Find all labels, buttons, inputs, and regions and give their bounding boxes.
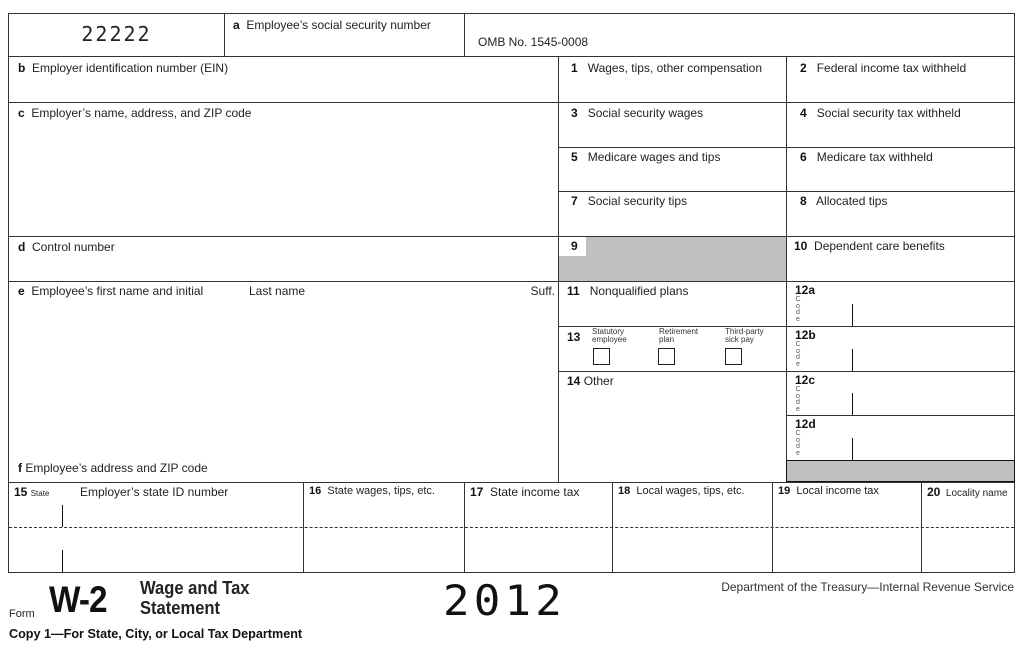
- box-5: [558, 147, 786, 191]
- col-sep-19: [772, 483, 773, 573]
- box-11-number: 11: [567, 284, 580, 298]
- box-8-label: Allocated tips: [816, 194, 888, 208]
- employee-name-input[interactable]: [13, 302, 553, 322]
- last-name-label: Last name: [249, 284, 306, 298]
- control-number-input[interactable]: [13, 258, 553, 278]
- box-a-letter: a: [233, 18, 240, 32]
- state-row-divider: [9, 527, 1014, 528]
- omb-number: OMB No. 1545-0008: [478, 35, 589, 49]
- box-13-number: 13: [567, 330, 581, 344]
- form-year: 2012: [443, 576, 567, 625]
- box-17-label: State income tax: [490, 485, 580, 499]
- third-party-label-2: sick pay: [725, 335, 754, 344]
- box-18-label: Local wages, tips, etc.: [636, 485, 745, 497]
- col-sep-17: [464, 483, 465, 573]
- box-2-label: Federal income tax withheld: [816, 61, 967, 75]
- box-16-number: 16: [309, 485, 322, 497]
- box-c-employer: [9, 102, 558, 236]
- box-1-label: Wages, tips, other compensation: [587, 61, 763, 75]
- employee-address-input[interactable]: [15, 326, 554, 460]
- box-f-label: Employee’s address and ZIP code: [25, 461, 208, 475]
- local-wages-input-row2[interactable]: [615, 549, 769, 569]
- box-14-label: Other: [583, 374, 614, 388]
- box-12a[interactable]: [786, 281, 1014, 326]
- box-15-number: 15: [14, 485, 28, 499]
- locality-input-row1[interactable]: [924, 507, 1012, 525]
- col-sep-16: [303, 483, 304, 573]
- box-d-letter: d: [18, 240, 26, 254]
- box-10: [786, 236, 1014, 281]
- box-d-label: Control number: [32, 240, 115, 254]
- control-code: 22222: [81, 22, 152, 46]
- code-label-12b: C o d e: [795, 341, 801, 368]
- local-wages-input-row1[interactable]: [615, 507, 769, 525]
- state-id-label: Employer’s state ID number: [80, 485, 229, 499]
- form-frame-right: [1014, 13, 1015, 573]
- box-1: [558, 56, 786, 102]
- box-e-employee: [9, 281, 558, 482]
- code-label-12d: C o d e: [795, 430, 801, 457]
- box-12c[interactable]: [786, 371, 1014, 415]
- box-14: [558, 371, 786, 482]
- code-divider-12a: [852, 304, 853, 327]
- state-wages-input-row1[interactable]: [306, 507, 461, 525]
- box-19-label: Local income tax: [796, 485, 879, 497]
- allocated-tips-input[interactable]: [791, 212, 1011, 232]
- retirement-label-2: plan: [659, 335, 675, 344]
- box-7-label: Social security tips: [587, 194, 688, 208]
- box-f-letter: f: [18, 461, 22, 475]
- code-divider-12b: [852, 349, 853, 372]
- nonqualified-plans-input[interactable]: [563, 303, 783, 323]
- box-12a-number: 12a: [795, 283, 816, 297]
- state-tick-row2: [62, 550, 63, 573]
- box-10-number: 10: [794, 239, 808, 253]
- box-2-number: 2: [800, 61, 807, 75]
- box-8-number: 8: [800, 194, 807, 208]
- state-tax-input-row1[interactable]: [467, 507, 609, 525]
- dependent-care-input[interactable]: [791, 258, 1011, 278]
- box-20-label: Locality name: [945, 488, 1008, 499]
- box-4-label: Social security tax withheld: [816, 106, 961, 120]
- box-12d-number: 12d: [795, 417, 816, 431]
- box-c-letter: c: [18, 106, 25, 120]
- box-6-label: Medicare tax withheld: [816, 150, 933, 164]
- statutory-label-2: employee: [592, 335, 627, 344]
- box-2: [786, 56, 1014, 102]
- shaded-bar-12: [786, 460, 1015, 482]
- box-3: [558, 102, 786, 147]
- box-b-letter: b: [18, 61, 26, 75]
- local-tax-input-row1[interactable]: [775, 507, 918, 525]
- retirement-label-1: Retirement: [659, 327, 699, 336]
- employer-address-input[interactable]: [15, 125, 554, 233]
- box-6: [786, 147, 1014, 191]
- box-11: [558, 281, 786, 326]
- box-20-number: 20: [927, 485, 941, 499]
- form-footer: [0, 574, 1024, 658]
- box-12b[interactable]: [786, 326, 1014, 371]
- statutory-employee-checkbox[interactable]: [593, 348, 610, 365]
- code-divider-12c: [852, 393, 853, 416]
- box-12c-number: 12c: [795, 373, 816, 387]
- box-5-number: 5: [571, 150, 578, 164]
- form-name: W-2: [49, 579, 107, 620]
- medicare-wages-input[interactable]: [563, 168, 783, 188]
- box-6-number: 6: [800, 150, 807, 164]
- state-id-input-row1[interactable]: [67, 507, 299, 525]
- box-5-label: Medicare wages and tips: [587, 150, 721, 164]
- state-input-row2[interactable]: [11, 549, 59, 569]
- box-9-shaded: [558, 236, 786, 281]
- box-e-label: Employee’s first name and initial: [31, 284, 204, 298]
- copy-designation: Copy 1—For State, City, or Local Tax Department: [9, 626, 303, 641]
- medicare-tax-input[interactable]: [791, 168, 1011, 188]
- retirement-plan-checkbox[interactable]: [658, 348, 675, 365]
- box-7-number: 7: [571, 194, 578, 208]
- box-9-number: 9: [571, 239, 578, 253]
- state-tax-input-row2[interactable]: [467, 549, 609, 569]
- ss-tax-input[interactable]: [791, 124, 1011, 144]
- box-19-number: 19: [778, 485, 791, 497]
- statutory-label-1: Statutory: [592, 327, 625, 336]
- ssn-input[interactable]: [225, 36, 463, 54]
- third-party-sick-pay-checkbox[interactable]: [725, 348, 742, 365]
- box-a-label: Employee’s social security number: [246, 18, 431, 32]
- void-code-cell: [9, 14, 224, 56]
- box-3-label: Social security wages: [587, 106, 704, 120]
- ein-input[interactable]: [13, 79, 553, 99]
- box-17-number: 17: [470, 485, 484, 499]
- box-4: [786, 102, 1014, 147]
- box-b-ein: [9, 56, 558, 102]
- col-sep-20: [921, 483, 922, 573]
- local-tax-input-row2[interactable]: [775, 549, 918, 569]
- form-word: Form: [9, 608, 35, 620]
- box-e-letter: e: [18, 284, 25, 298]
- state-id-input-row2[interactable]: [67, 549, 299, 569]
- box-12d[interactable]: [786, 415, 1014, 460]
- agency-text: Department of the Treasury—Internal Revenue Service: [721, 580, 1014, 594]
- form-title-line1: Wage and Tax: [140, 578, 250, 598]
- box-18-number: 18: [618, 485, 631, 497]
- ss-wages-input[interactable]: [563, 124, 783, 144]
- box-14-number: 14: [567, 374, 581, 388]
- box-11-label: Nonqualified plans: [589, 284, 689, 298]
- box-12b-number: 12b: [795, 328, 816, 342]
- omb-cell: [464, 14, 1014, 56]
- third-party-label-1: Third-party: [725, 327, 764, 336]
- box-c-label: Employer’s name, address, and ZIP code: [31, 106, 252, 120]
- other-input[interactable]: [565, 392, 783, 482]
- ss-tips-input[interactable]: [563, 212, 783, 232]
- box-3-number: 3: [571, 106, 578, 120]
- box-13: [558, 326, 786, 371]
- box-a-ssn: [224, 14, 464, 56]
- state-wages-input-row2[interactable]: [306, 549, 461, 569]
- locality-input-row2[interactable]: [924, 549, 1012, 569]
- box-8: [786, 191, 1014, 236]
- code-divider-12d: [852, 438, 853, 461]
- state-input-row1[interactable]: [11, 507, 59, 525]
- code-label-12a: C o d e: [795, 296, 801, 323]
- code-label-12c: C o d e: [795, 386, 801, 413]
- box-d-control: [9, 236, 558, 281]
- col-sep-18: [612, 483, 613, 573]
- box-1-number: 1: [571, 61, 578, 75]
- federal-tax-input[interactable]: [791, 79, 1011, 99]
- box-16-label: State wages, tips, etc.: [327, 485, 435, 497]
- box-4-number: 4: [800, 106, 807, 120]
- box-10-label: Dependent care benefits: [814, 239, 945, 253]
- state-local-section: [9, 482, 1014, 573]
- state-tick-row1: [62, 505, 63, 527]
- suffix-label: Suff.: [530, 284, 555, 298]
- form-title-line2: Statement: [140, 598, 221, 618]
- wages-input[interactable]: [563, 79, 783, 99]
- state-label: State: [30, 489, 50, 498]
- box-b-label: Employer identification number (EIN): [32, 61, 229, 75]
- box-7: [558, 191, 786, 236]
